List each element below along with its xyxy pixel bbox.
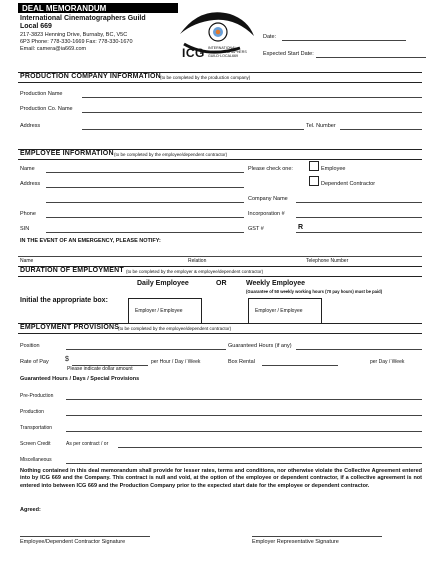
contract-note: As per contract / or [66,441,109,447]
employee-address-label: Address [20,181,41,187]
sin-label: SIN [20,226,30,232]
logo-text-2: CINEMATOGRAPHERS [208,50,247,54]
gst-label: GST # [248,226,264,232]
company-name-field[interactable] [296,202,422,203]
incorporation-field[interactable] [296,217,422,218]
gst-prefix: R [298,224,304,231]
production-address-field[interactable] [82,129,304,130]
pre-production-label: Pre-Production [20,393,54,399]
tel-number-field[interactable] [340,129,422,130]
employer-signature-label: Employer Representative Signature [252,539,339,545]
employee-address-field-1[interactable] [46,187,244,188]
provisions-section-title: EMPLOYMENT PROVISIONS [20,324,120,331]
logo-letters: ICG [182,46,205,60]
box-rental-period-label: per Day / Week [370,359,405,365]
employee-section-header [18,149,422,160]
production-co-name-field[interactable] [82,112,422,113]
agreed-label: Agreed: [20,507,41,513]
emergency-name-col: Name [20,258,34,264]
title-banner [18,3,178,13]
production-name-label: Production Name [20,91,63,97]
weekly-employee-label: Weekly Employee [246,280,306,287]
guaranteed-hours-label: Guaranteed Hours (if any) [228,343,292,349]
logo-text-1: INTERNATIONAL [208,46,237,50]
employee-section-title: EMPLOYEE INFORMATION [20,150,114,157]
org-phone-fax: 6P3 Phone: 778-330-1669 Fax: 778-330-1670 [20,39,133,45]
daily-employee-label: Daily Employee [137,280,189,287]
employee-signature-label: Employee/Dependent Contractor Signature [20,539,126,545]
weekly-guarantee-note: (Guarantee of 50 weekly working hours (70 pay hours) must be paid) [246,289,383,294]
dollar-amount-note: Please indicate dollar amount [67,366,133,372]
duration-section-title: DURATION OF EMPLOYMENT [20,267,124,274]
org-name: International Cinematographers Guild [20,15,146,22]
employee-signature-field[interactable] [20,536,150,537]
production-label: Production [20,409,44,415]
miscellaneous-label: Miscellaneous [20,457,52,463]
disclaimer-text: Nothing contained in this deal memorandum shall provide for lesser rates, terms and conditions, nor otherwise violate the Collective Agreement entered into by ICG 669 and the Company. This contract is null and void, at the option of the employee or dependent contractor, if a collective agreement is not entered into between ICG 669 and the Production Company prior to the expected start date for the employee or dependent contractor. [20,468,422,489]
position-field[interactable] [66,349,226,350]
icg-logo [178,8,268,62]
date-field[interactable] [282,40,406,41]
duration-section-header [18,266,422,277]
duration-section-note: (to be completed by the employer & employee/dependent contractor) [126,268,264,274]
company-name-label: Company Name [248,196,288,202]
employee-phone-field[interactable] [46,217,244,218]
position-label: Position [20,343,40,349]
gst-field[interactable] [296,232,422,233]
production-co-name-label: Production Co. Name [20,106,73,112]
employee-section-note: (to be completed by the employee/dependent contractor) [114,151,228,157]
dollar-sign: $ [65,356,69,363]
employee-option-label: Employee [321,166,346,172]
rate-of-pay-label: Rate of Pay [20,359,49,365]
provisions-section-note: (to be completed by the employee/dependent contractor) [118,325,232,331]
screen-credit-label: Screen Credit [20,441,51,447]
employee-name-field[interactable] [46,172,244,173]
or-label: OR [216,280,227,287]
employer-signature-field[interactable] [252,536,382,537]
daily-initial-box-text: Employer / Employee [135,308,183,314]
provisions-section-header [18,323,422,334]
weekly-initial-box[interactable] [248,298,322,324]
weekly-initial-box-text: Employer / Employee [255,308,303,314]
org-email: Email: camera@ia669.com [20,46,87,52]
production-address-label: Address [20,123,41,129]
production-name-field[interactable] [82,97,422,98]
emergency-label: IN THE EVENT OF AN EMERGENCY, PLEASE NOTIFY: [20,238,161,244]
pre-production-field[interactable] [66,399,422,400]
employee-checkbox[interactable] [309,161,319,171]
guaranteed-provisions-heading: Guaranteed Hours / Days / Special Provisions [20,376,140,382]
incorporation-label: Incorporation # [248,211,285,217]
contractor-option-label: Dependent Contractor [321,181,376,187]
employee-phone-label: Phone [20,211,36,217]
screen-credit-field[interactable] [118,447,422,448]
miscellaneous-field[interactable] [66,463,422,464]
production-section-note: (to be completed by the production company) [160,74,251,80]
box-rental-field[interactable] [262,365,338,366]
contractor-checkbox[interactable] [309,176,319,186]
production-section-title: PRODUCTION COMPANY INFORMATION [20,73,161,80]
production-field[interactable] [66,415,422,416]
org-local: Local 669 [20,23,52,30]
start-date-label: Expected Start Date: [263,51,314,57]
emergency-relation-col: Relation [188,258,207,264]
employee-name-label: Name [20,166,35,172]
transportation-label: Transportation [20,425,53,431]
initial-box-label: Initial the appropriate box: [20,297,108,304]
employee-address-field-2[interactable] [46,202,244,203]
org-address: 217-3823 Henning Drive, Burnaby, BC, V5C [20,32,128,38]
transportation-field[interactable] [66,431,422,432]
form-title: DEAL MEMORANDUM [22,4,107,13]
emergency-contact-field[interactable] [18,256,422,257]
start-date-field[interactable] [316,57,426,58]
tel-number-label: Tel. Number [306,123,336,129]
check-one-label: Please check one: [248,166,293,172]
logo-text-3: GUILD·LOCAL669 [208,54,238,58]
daily-initial-box[interactable] [128,298,202,324]
rate-period-label: per Hour / Day / Week [151,359,201,365]
box-rental-label: Box Rental [228,359,255,365]
sin-field[interactable] [46,232,244,233]
date-label: Date: [263,34,277,40]
emergency-phone-col: Telephone Number [306,258,349,264]
production-section-header [18,72,422,83]
guaranteed-hours-field[interactable] [296,349,422,350]
